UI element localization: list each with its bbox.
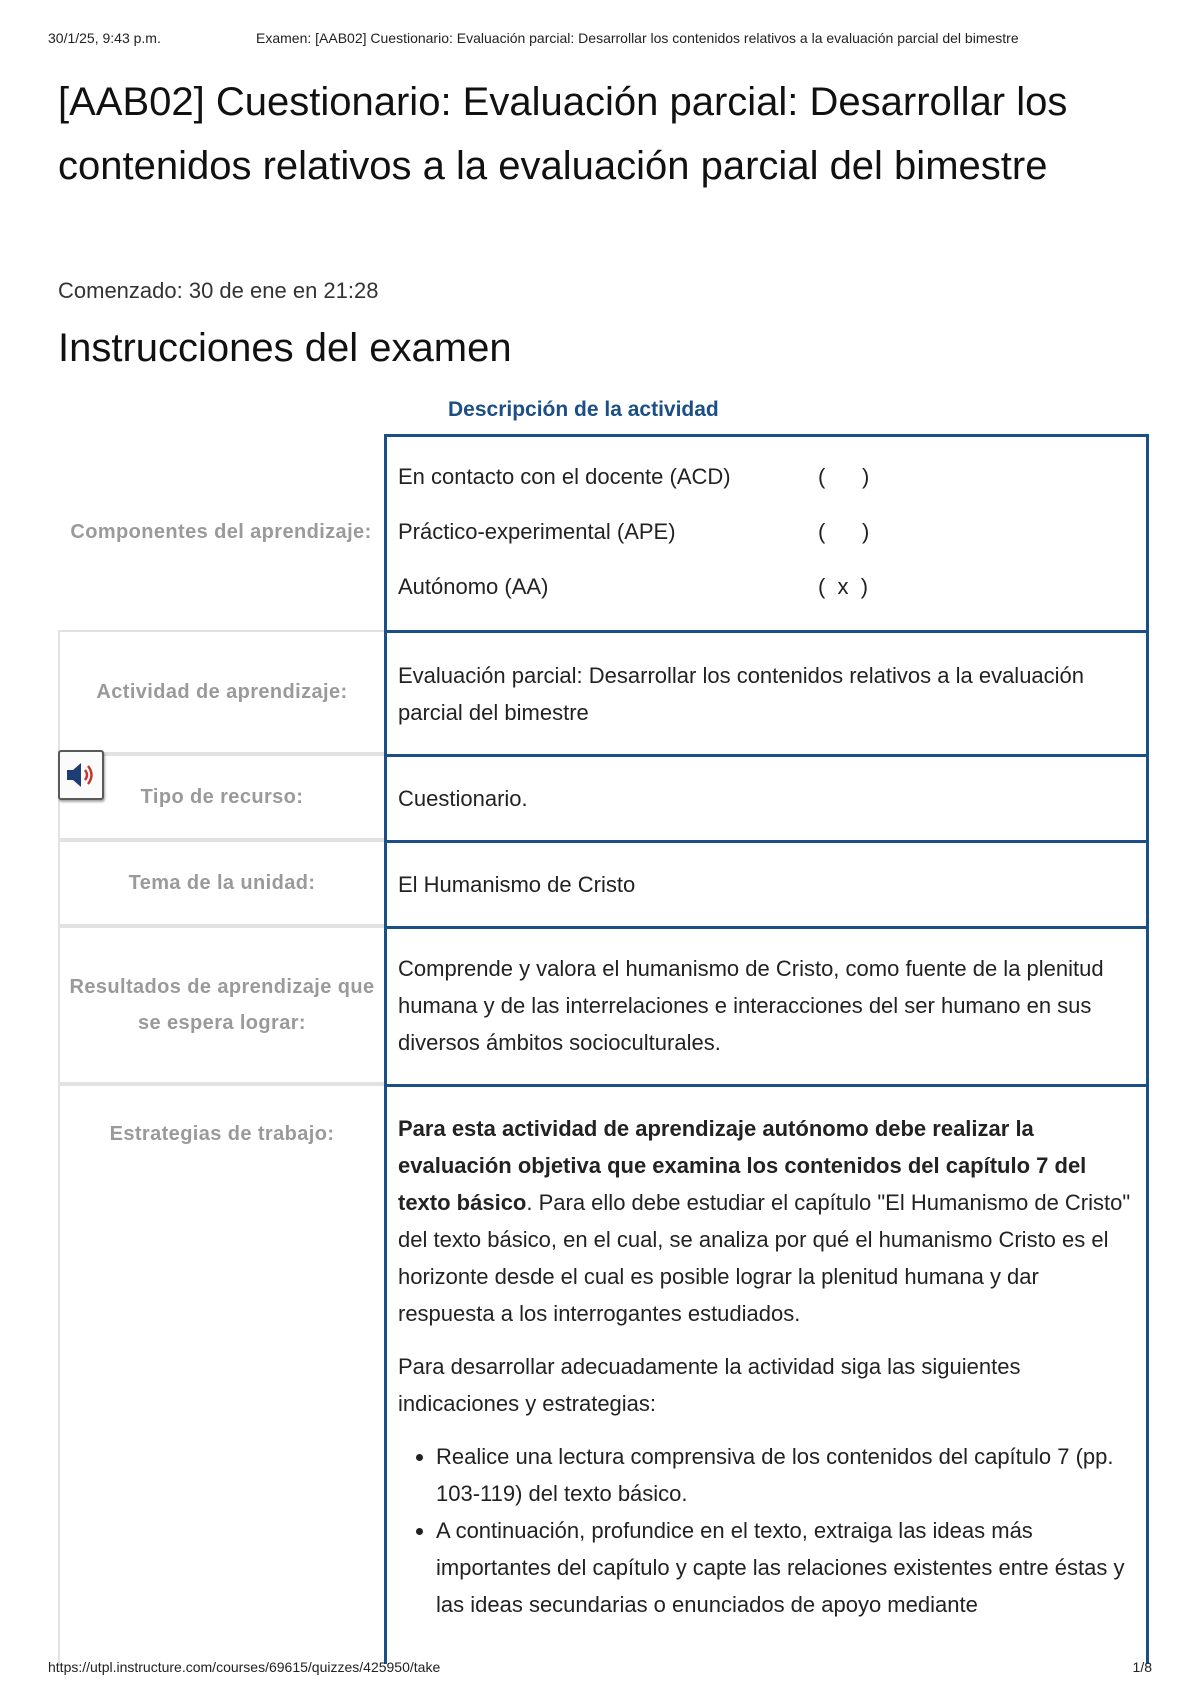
- learning-activity-value: Evaluación parcial: Desarrollar los contenidos relativos a la evaluación parcial del bimestre: [384, 630, 1149, 754]
- resource-type-label: Tipo de recurso:: [58, 754, 384, 840]
- print-footer: [48, 1659, 1152, 1679]
- strategies-intro: [398, 1110, 1134, 1332]
- strategies-lead: Para desarrollar adecuadamente la actividad siga las siguientes indicaciones y estrategias:: [398, 1354, 1021, 1416]
- components-cell: [384, 434, 1149, 630]
- print-document-title: Examen: [AAB02] Cuestionario: Evaluación parcial: Desarrollar los contenidos relativos a la evaluación parcial del bimestre: [256, 30, 1019, 46]
- unit-topic-value: El Humanismo de Cristo: [384, 840, 1149, 926]
- list-item: • A continuación, profundice en el texto, extraiga las ideas más importantes del capítulo y capte las relaciones existentes entre éstas y las ideas secundarias o enunciados de apoyo mediante: [436, 1512, 1134, 1623]
- learning-activity-label: Actividad de aprendizaje:: [58, 630, 384, 754]
- instructions-heading: Instrucciones del examen: [58, 326, 512, 370]
- component-aa-mark: ( x ): [818, 574, 869, 599]
- print-page-number: 1/8: [1132, 1659, 1152, 1675]
- unit-topic-label: Tema de la unidad:: [58, 840, 384, 926]
- print-header: [48, 30, 1152, 50]
- expected-results-label: Resultados de aprendizaje que se espera lograr:: [58, 926, 384, 1084]
- strategies-cell: [384, 1084, 1149, 1664]
- strategies-intro-rest: . Para ello debe estudiar el capítulo "El Humanismo de Cristo" del texto básico, en el cual, se analiza por qué el humanismo Cristo es el horizonte desde el cual es posible lograr la plenitud humana y dar respuesta a los interrogantes estudiados.: [398, 1190, 1131, 1326]
- component-acd-label: En contacto con el docente (ACD): [398, 464, 731, 489]
- strategies-intro-bold: Para esta actividad de aprendizaje autónomo debe realizar la evaluación objetiva que examina los contenidos del capítulo 7 del texto básico: [398, 1116, 1087, 1215]
- component-acd-mark: ( ): [818, 464, 870, 489]
- component-ape-mark: ( ): [818, 519, 870, 544]
- expected-results-value: Comprende y valora el humanismo de Cristo, como fuente de la plenitud humana y de las interrelaciones e interacciones del ser humano en sus diversos ámbitos socioculturales.: [384, 926, 1149, 1084]
- components-label: Componentes del aprendizaje:: [70, 521, 372, 543]
- strategies-label: Estrategias de trabajo:: [58, 1084, 384, 1664]
- quiz-started-at: Comenzado: 30 de ene en 21:28: [58, 278, 379, 303]
- activity-description-heading: Descripción de la actividad: [448, 398, 719, 421]
- read-aloud-button[interactable]: [58, 750, 104, 800]
- resource-type-value: Cuestionario.: [384, 754, 1149, 840]
- speaker-icon: [64, 760, 98, 790]
- list-item: • Realice una lectura comprensiva de los contenidos del capítulo 7 (pp. 103-119) del texto básico.: [436, 1438, 1134, 1512]
- component-ape-label: Práctico-experimental (APE): [398, 519, 676, 544]
- component-aa-label: Autónomo (AA): [398, 574, 549, 599]
- quiz-title: [AAB02] Cuestionario: Evaluación parcial: Desarrollar los contenidos relativos a la evaluación parcial del bimestre: [58, 80, 1068, 188]
- print-url: https://utpl.instructure.com/courses/69615/quizzes/425950/take: [48, 1659, 441, 1675]
- strategies-list: [398, 1438, 1134, 1623]
- print-date: 30/1/25, 9:43 p.m.: [48, 30, 161, 46]
